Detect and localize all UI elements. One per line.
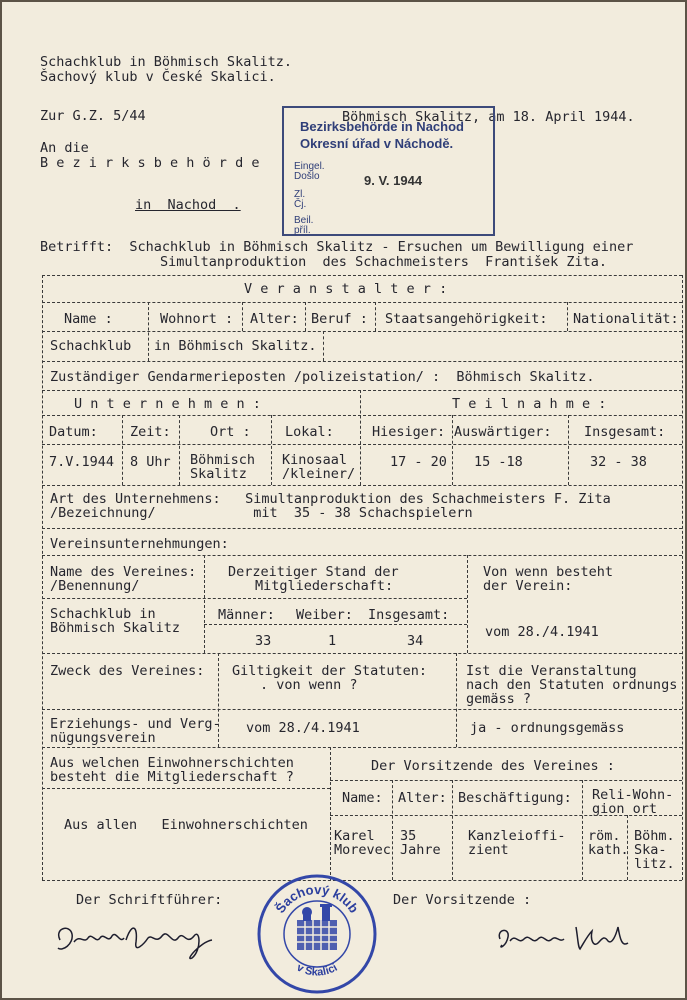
col-header-einwohnerschichten-2: besteht die Mitgliederschaft ? [50,769,294,785]
stamp-date: 9. V. 1944 [364,173,423,188]
mitglieder-weiber: 1 [328,633,337,649]
vorsitzender-name-2: Morevec [334,842,391,858]
vorsitzender-wohnort-3: litz. [634,856,675,872]
col-header-statuten-3: gemäss ? [466,691,532,707]
unternehmen-datum: 7.V.1944 [49,454,115,470]
vereinszweck-1: Erziehungs- und Verg- [50,716,221,732]
stamp-label-pril: příl. [294,225,311,236]
besteht-seit-wert: vom 28./4.1941 [485,624,599,640]
signature-vorsitzender [494,917,644,959]
col-header-vorsitzender: Der Vorsitzende des Vereines : [371,758,615,774]
stamp-label-doslo: Došlo [294,171,320,182]
teilnahme-auswaertiger: 15 -18 [474,454,523,470]
vorsitzender-religion-2: kath. [588,842,629,858]
recipient-line-1: An die [40,140,89,156]
col-header-statuten-2: nach den Statuten ordnungs [466,677,678,693]
vorsitzender-beschaeftigung-2: zient [468,842,509,858]
col-header-beruf: Beruf : [311,311,368,327]
vorsitzender-beschaeftigung-1: Kanzleioffi- [468,828,566,844]
col-header-insgesamt: Insgesamt: [584,424,666,440]
col-header-mitgliederstand-1: Derzeitiger Stand der [228,564,399,580]
vorsitzender-alter-1: 35 [400,828,417,844]
club-seal [255,872,379,996]
col-header-nationalitaet: Nationalität: [573,311,679,327]
place-date: Böhmisch Skalitz, am 18. April 1944. [342,109,635,125]
unternehmen-ort-1: Böhmisch [190,452,256,468]
teilnahme-hiesiger: 17 - 20 [390,454,447,470]
col-header-zweck: Zweck des Vereines: [50,663,205,679]
col-header-besteht-seit-1: Von wenn besteht [483,564,614,580]
seal-text-top: Šachový klub [272,881,362,916]
stamp-authority-german: Bezirksbehörde in Nachod [300,119,464,134]
col-header-vorsitzender-alter: Alter: [398,790,447,806]
col-header-lokal: Lokal: [285,424,334,440]
unternehmen-zeit: 8 Uhr [130,454,171,470]
col-header-religion-wohnort-1: Reli-Wohn- [592,787,674,803]
col-header-giltigkeit-2: . von wenn ? [260,677,358,693]
reference-number: Zur G.Z. 5/44 [40,108,146,124]
mitglieder-insgesamt: 34 [407,633,424,649]
col-header-besteht-seit-2: der Verein: [483,578,573,594]
col-header-giltigkeit-1: Giltigkeit der Statuten: [232,663,428,679]
recipient-line-2: B e z i r k s b e h ö r d e [40,155,260,171]
unternehmen-lokal-2: /kleiner/ [282,466,356,482]
section-teilnahme: T e i l n a h m e : [452,396,607,412]
art-des-unternehmens-1: Art des Unternehmens: Simultanproduktion des Schachmeisters F. Zita [50,491,611,507]
teilnahme-insgesamt: 32 - 38 [590,454,647,470]
col-header-auswaertiger: Auswärtiger: [454,424,552,440]
col-header-religion-wohnort-2: gion ort [592,801,658,817]
club-name-german: Schachklub in Böhmisch Skalitz. [40,54,292,70]
chessboard-icon [297,920,337,950]
col-header-staatsangehoerigkeit: Staatsangehörigkeit: [385,311,548,327]
unternehmen-ort-2: Skalitz [190,466,247,482]
stamp-authority-czech: Okresní úřad v Náchodě. [300,136,454,151]
veranstalter-wohnort: in Böhmisch Skalitz. [154,338,317,354]
subject-line-2: Simultanproduktion des Schachmeisters František Zita. [160,254,608,270]
vorsitzender-alter-2: Jahre [400,842,441,858]
receipt-stamp [282,106,495,236]
chess-pieces-icon [302,904,332,921]
label-schriftfuehrer: Der Schriftführer: [76,892,223,908]
col-header-statuten-1: Ist die Veranstaltung [466,663,637,679]
subject-line-1: Betrifft: Schachklub in Böhmisch Skalitz - Ersuchen um Bewilligung einer [40,239,634,255]
art-des-unternehmens-2: /Bezeichnung/ mit 35 - 38 Schachspielern [50,505,473,521]
col-header-ort: Ort : [210,424,251,440]
col-header-beschaeftigung: Beschäftigung: [458,790,572,806]
section-veranstalter: V e r a n s t a l t e r : [244,281,448,297]
section-unternehmen: U n t e r n e h m e n : [74,396,261,412]
statuten-ordnungsgemaess: ja - ordnungsgemäss [470,720,625,736]
col-header-vereinsname-1: Name des Vereines: [50,564,197,580]
club-name-czech: Šachový klub v České Skalici. [40,69,276,85]
stamp-label-eingel: Eingel. [294,161,325,172]
vorsitzender-name-1: Karel [334,828,375,844]
vorsitzender-wohnort-2: Ska- [634,842,667,858]
unternehmen-lokal-1: Kinosaal [282,452,348,468]
col-header-zeit: Zeit: [130,424,171,440]
col-header-alter: Alter: [250,311,299,327]
col-header-weiber: Weiber: [296,607,353,623]
col-header-datum: Datum: [49,424,98,440]
col-header-gesamt: Insgesamt: [368,607,450,623]
vereinszweck-2: nügungsverein [50,730,156,746]
col-header-hiesiger: Hiesiger: [372,424,446,440]
label-vorsitzender: Der Vorsitzende : [393,892,532,908]
event-form [42,275,687,880]
statuten-giltig-seit: vom 28./4.1941 [246,720,360,736]
col-header-mitgliederstand-2: Mitgliederschaft: [255,578,394,594]
stamp-label-cj: Čj. [294,199,307,210]
col-header-vereinsname-2: /Benennung/ [50,578,140,594]
col-header-vorsitzender-name: Name: [342,790,383,806]
vereinsname-2: Böhmisch Skalitz [50,620,181,636]
mitglieder-maenner: 33 [255,633,272,649]
vereinsname-1: Schachklub in [50,606,156,622]
col-header-maenner: Männer: [218,607,275,623]
stamp-label-beil: Beil. [294,215,314,226]
seal-text-bottom: v Skalici [294,961,340,979]
veranstalter-name: Schachklub [50,338,132,354]
einwohnerschichten-wert: Aus allen Einwohnerschichten [64,817,308,833]
stamp-label-zl: Zl. [294,189,306,200]
vorsitzender-religion-1: röm. [588,828,621,844]
signature-schriftfuehrer [52,914,232,964]
gendarmerie-posten: Zuständiger Gendarmerieposten /polizeistation/ : Böhmisch Skalitz. [50,369,595,385]
vorsitzender-wohnort-1: Böhm. [634,828,675,844]
section-vereinsunternehmungen: Vereinsunternehmungen: [50,536,229,552]
recipient-place: in Nachod . [135,197,241,213]
col-header-wohnort: Wohnort : [160,311,234,327]
col-header-einwohnerschichten-1: Aus welchen Einwohnerschichten [50,755,294,771]
col-header-name: Name : [64,311,113,327]
